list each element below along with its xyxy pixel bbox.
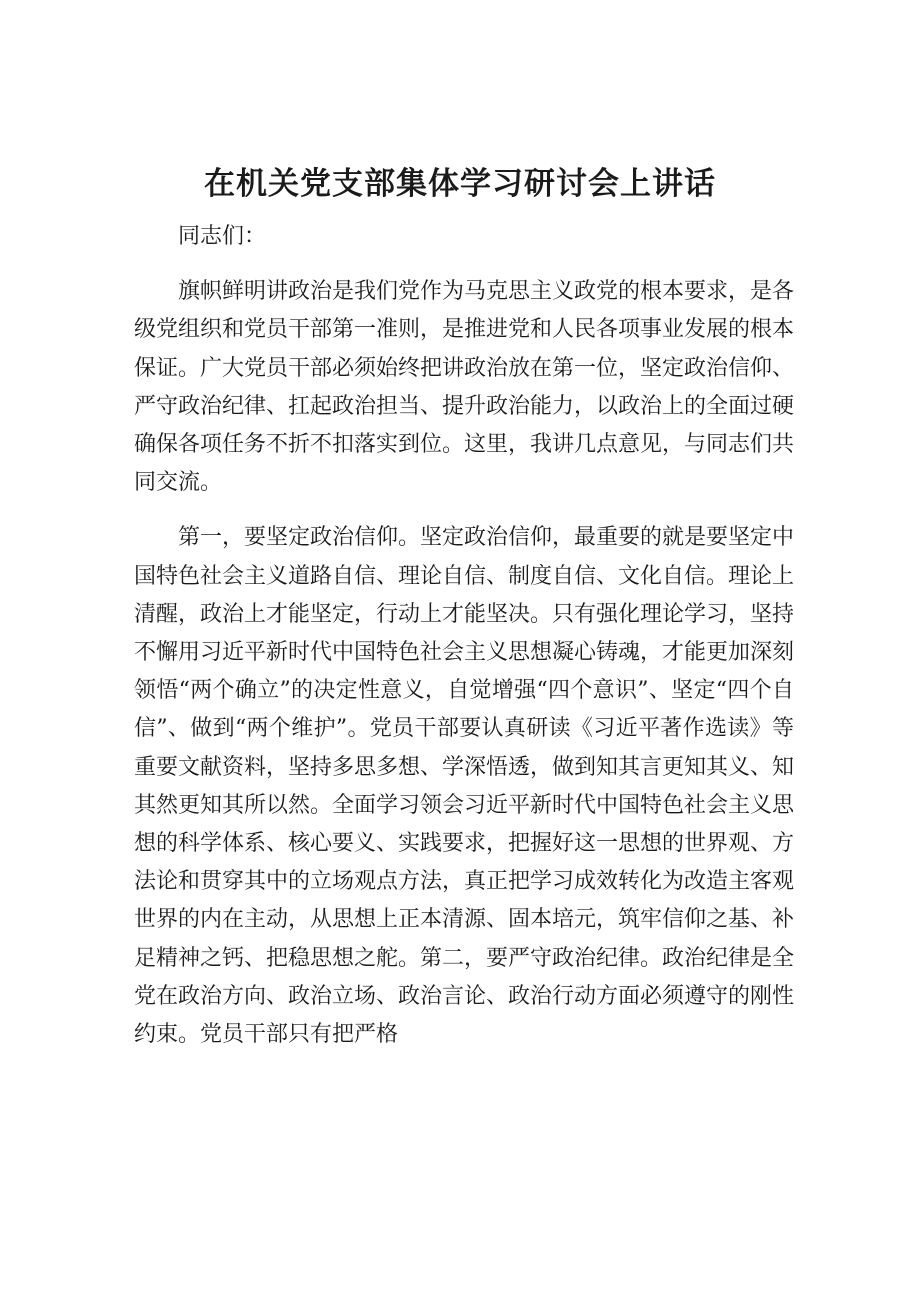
document-body	[134, 218, 794, 1054]
paragraph-first-point: 第一，要坚定政治信仰。坚定政治信仰，最重要的就是要坚定中国特色社会主义道路自信、理论自信、制度自信、文化自信。理论上清醒，政治上才能坚定，行动上才能坚决。只有强化理论学习，坚持不懈用习近平新时代中国特色社会主义思想凝心铸魂，才能更加深刻领悟“两个确立”的决定性意义，自觉增强“四个意识”、坚定“四个自信”、做到“两个维护”。党员干部要认真研读《习近平著作选读》等重要文献资料，坚持多思多想、学深悟透，做到知其言更知其义、知其然更知其所以然。全面学习领会习近平新时代中国特色社会主义思想的科学体系、核心要义、实践要求，把握好这一思想的世界观、方法论和贯穿其中的立场观点方法，真正把学习成效转化为改造主客观世界的内在主动，从思想上正本清源、固本培元，筑牢信仰之基、补足精神之钙、把稳思想之舵。第二，要严守政治纪律。政治纪律是全党在政治方向、政治立场、政治言论、政治行动方面必须遵守的刚性约束。党员干部只有把严格	[134, 525, 795, 1048]
greeting: 同志们：	[178, 224, 267, 249]
paragraph-intro: 旗帜鲜明讲政治是我们党作为马克思主义政党的根本要求，是各级党组织和党员干部第一准则，是推进党和人民各项事业发展的根本保证。广大党员干部必须始终把讲政治放在第一位，坚定政治信仰、严守政治纪律、扛起政治担当、提升政治能力，以政治上的全面过硬确保各项任务不折不扣落实到位。这里，我讲几点意见，与同志们共同交流。	[134, 279, 795, 496]
document-title: 在机关党支部集体学习研讨会上讲话	[204, 166, 716, 202]
